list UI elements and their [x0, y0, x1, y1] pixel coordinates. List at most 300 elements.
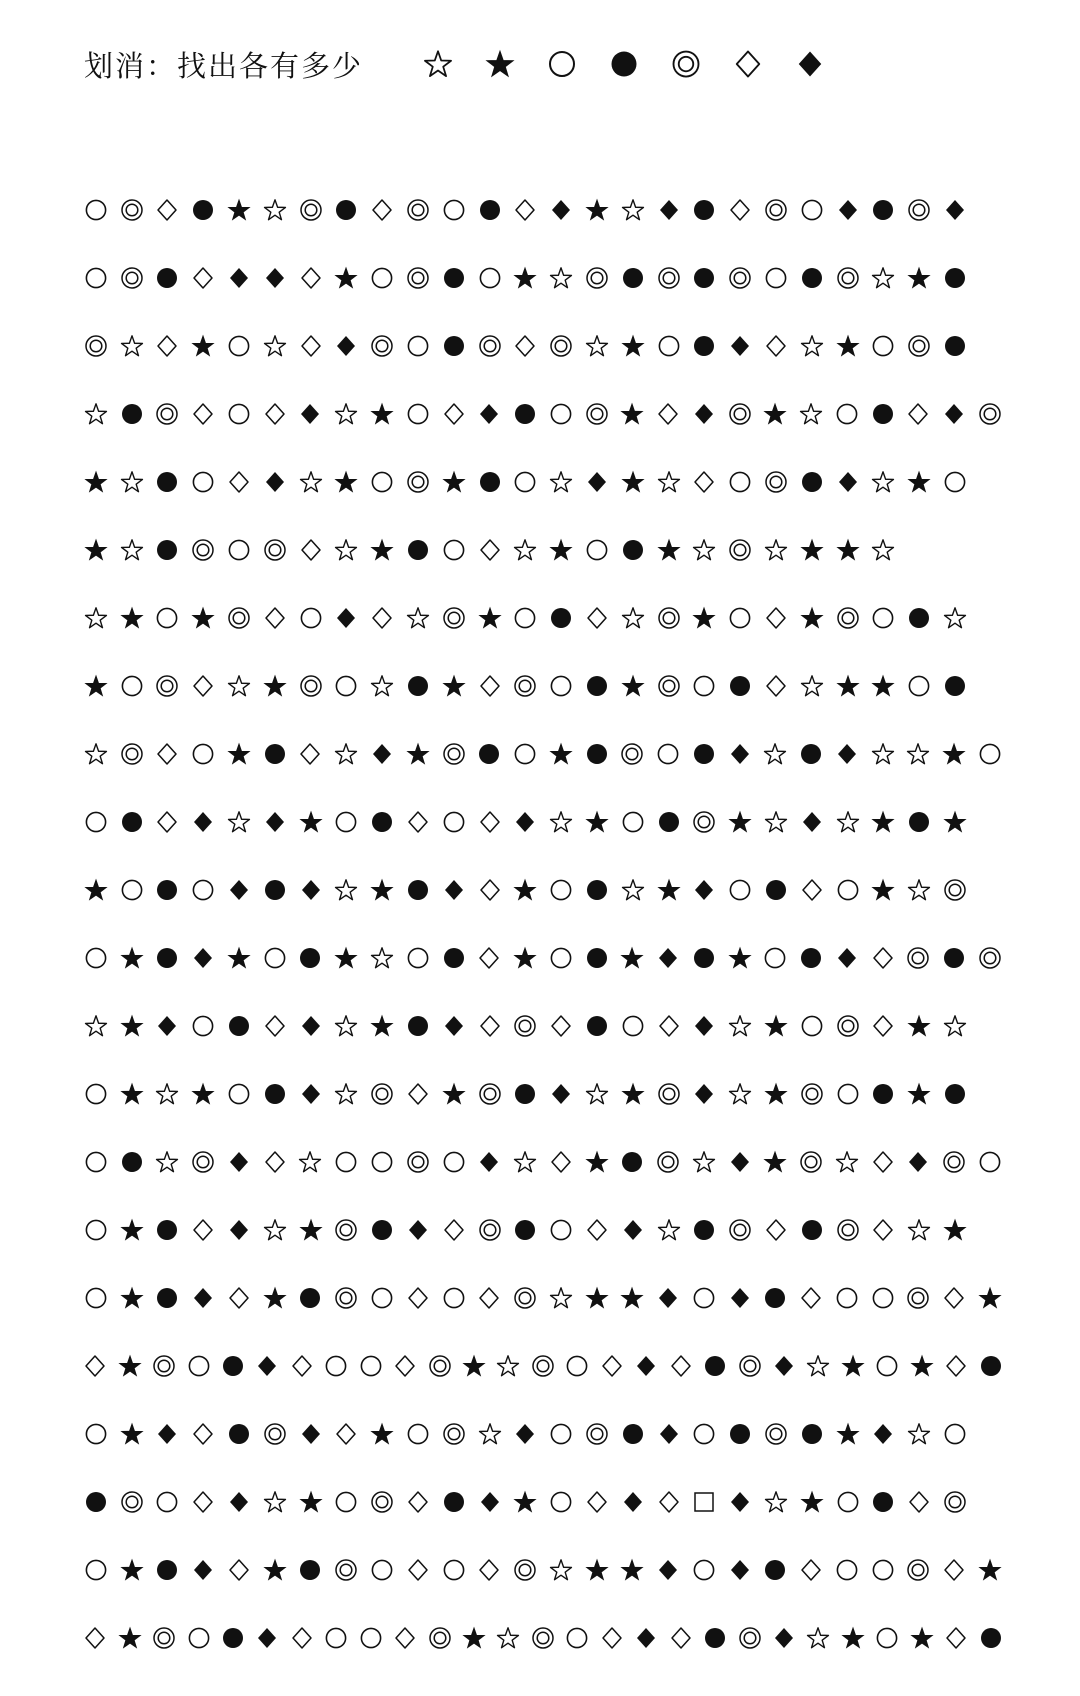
diamond-filled-icon: [650, 1550, 686, 1590]
circle-filled-icon: [937, 666, 973, 706]
circle-outline-icon: [543, 666, 579, 706]
diamond-outline-icon: [472, 530, 508, 570]
circle-filled-icon: [364, 802, 400, 842]
circle-outline-icon: [150, 1482, 186, 1522]
circle-filled-icon: [150, 870, 186, 910]
diamond-filled-icon: [779, 44, 841, 84]
circle-outline-icon: [400, 326, 436, 366]
circle-filled-icon: [364, 1210, 400, 1250]
double-circle-icon: [508, 1006, 544, 1046]
circle-outline-icon: [972, 734, 1008, 774]
circle-outline-icon: [870, 1618, 904, 1658]
circle-outline-icon: [78, 1414, 114, 1454]
diamond-filled-icon: [722, 1482, 758, 1522]
double-circle-icon: [722, 1210, 758, 1250]
circle-outline-icon: [866, 326, 902, 366]
diamond-outline-icon: [595, 1618, 629, 1658]
circle-outline-icon: [829, 394, 865, 434]
star-filled-icon: [364, 1414, 400, 1454]
star-filled-icon: [508, 258, 544, 298]
diamond-outline-icon: [221, 462, 257, 502]
circle-filled-icon: [758, 1278, 794, 1318]
star-filled-icon: [114, 1006, 150, 1046]
circle-filled-icon: [400, 530, 436, 570]
diamond-filled-icon: [830, 190, 866, 230]
star-filled-icon: [221, 938, 257, 978]
circle-outline-icon: [865, 1550, 901, 1590]
star-outline-icon: [293, 462, 329, 502]
diamond-outline-icon: [722, 190, 758, 230]
star-filled-icon: [836, 1618, 870, 1658]
double-circle-icon: [732, 1618, 766, 1658]
diamond-outline-icon: [185, 1414, 221, 1454]
diamond-outline-icon: [150, 802, 186, 842]
header: [84, 36, 841, 92]
symbol-row: [78, 244, 1008, 312]
star-outline-icon: [801, 1346, 835, 1386]
diamond-filled-icon: [687, 1006, 723, 1046]
circle-outline-icon: [560, 1346, 594, 1386]
circle-filled-icon: [615, 1414, 651, 1454]
diamond-filled-icon: [150, 1414, 186, 1454]
star-filled-icon: [364, 394, 400, 434]
double-circle-icon: [722, 530, 758, 570]
circle-filled-icon: [698, 1346, 732, 1386]
circle-filled-icon: [400, 870, 436, 910]
symbol-row: [78, 176, 1008, 244]
diamond-outline-icon: [579, 598, 615, 638]
diamond-outline-icon: [651, 1006, 687, 1046]
double-circle-icon: [422, 1346, 456, 1386]
diamond-outline-icon: [285, 1618, 319, 1658]
circle-outline-icon: [293, 598, 329, 638]
star-outline-icon: [794, 326, 830, 366]
star-filled-icon: [112, 1346, 146, 1386]
circle-filled-icon: [293, 938, 329, 978]
star-outline-icon: [794, 666, 830, 706]
star-filled-icon: [78, 530, 114, 570]
symbol-row: [78, 312, 1008, 380]
circle-filled-icon: [593, 44, 655, 84]
circle-filled-icon: [758, 870, 794, 910]
circle-filled-icon: [687, 326, 723, 366]
circle-filled-icon: [866, 190, 902, 230]
diamond-outline-icon: [185, 258, 221, 298]
circle-filled-icon: [221, 1414, 257, 1454]
circle-outline-icon: [329, 1482, 365, 1522]
symbol-row: [78, 1332, 1008, 1400]
star-outline-icon: [543, 1550, 579, 1590]
diamond-filled-icon: [221, 1142, 257, 1182]
diamond-filled-icon: [257, 258, 293, 298]
diamond-outline-icon: [758, 598, 794, 638]
star-outline-icon: [221, 666, 257, 706]
circle-filled-icon: [937, 1074, 973, 1114]
star-filled-icon: [543, 530, 579, 570]
star-filled-icon: [328, 938, 364, 978]
diamond-filled-icon: [508, 1414, 544, 1454]
circle-outline-icon: [436, 802, 472, 842]
circle-filled-icon: [150, 530, 186, 570]
symbol-row: [78, 1264, 1008, 1332]
star-filled-icon: [400, 734, 436, 774]
circle-outline-icon: [436, 530, 472, 570]
diamond-outline-icon: [257, 1142, 293, 1182]
circle-filled-icon: [221, 1006, 257, 1046]
circle-outline-icon: [319, 1346, 353, 1386]
star-outline-icon: [758, 734, 794, 774]
star-outline-icon: [722, 1074, 758, 1114]
diamond-outline-icon: [865, 1142, 901, 1182]
circle-outline-icon: [364, 1278, 400, 1318]
diamond-outline-icon: [758, 326, 794, 366]
diamond-outline-icon: [78, 1618, 112, 1658]
star-filled-icon: [114, 1414, 150, 1454]
circle-outline-icon: [364, 462, 400, 502]
diamond-outline-icon: [293, 258, 329, 298]
star-filled-icon: [758, 1142, 794, 1182]
diamond-filled-icon: [767, 1618, 801, 1658]
symbol-row: [78, 1060, 1008, 1128]
star-outline-icon: [829, 1142, 865, 1182]
double-circle-icon: [147, 1346, 181, 1386]
star-filled-icon: [905, 1618, 939, 1658]
circle-filled-icon: [329, 190, 365, 230]
star-filled-icon: [972, 1550, 1008, 1590]
circle-filled-icon: [400, 1006, 436, 1046]
circle-outline-icon: [615, 802, 651, 842]
diamond-outline-icon: [400, 1482, 436, 1522]
circle-filled-icon: [436, 938, 472, 978]
double-circle-icon: [901, 1550, 937, 1590]
diamond-filled-icon: [436, 870, 472, 910]
circle-outline-icon: [328, 1142, 364, 1182]
circle-outline-icon: [508, 598, 544, 638]
star-outline-icon: [328, 734, 364, 774]
double-circle-icon: [972, 938, 1008, 978]
circle-filled-icon: [794, 462, 830, 502]
double-circle-icon: [901, 326, 937, 366]
symbol-row: [78, 1128, 1008, 1196]
double-circle-icon: [793, 1142, 829, 1182]
double-circle-icon: [147, 1618, 181, 1658]
double-circle-icon: [114, 190, 150, 230]
star-outline-icon: [651, 462, 687, 502]
star-outline-icon: [615, 190, 651, 230]
double-circle-icon: [364, 326, 400, 366]
diamond-outline-icon: [793, 1278, 829, 1318]
double-circle-icon: [937, 870, 973, 910]
diamond-outline-icon: [651, 1482, 687, 1522]
circle-outline-icon: [794, 190, 830, 230]
diamond-outline-icon: [285, 1346, 319, 1386]
circle-outline-icon: [650, 734, 686, 774]
star-filled-icon: [257, 666, 293, 706]
circle-filled-icon: [114, 394, 150, 434]
double-circle-icon: [328, 1278, 364, 1318]
double-circle-icon: [114, 1482, 150, 1522]
diamond-filled-icon: [629, 1346, 663, 1386]
star-filled-icon: [758, 1074, 794, 1114]
diamond-filled-icon: [250, 1346, 284, 1386]
circle-outline-icon: [150, 598, 186, 638]
star-filled-icon: [614, 1550, 650, 1590]
diamond-filled-icon: [650, 1278, 686, 1318]
circle-outline-icon: [870, 1346, 904, 1386]
circle-outline-icon: [937, 462, 973, 502]
circle-outline-icon: [221, 1074, 257, 1114]
circle-filled-icon: [722, 1414, 758, 1454]
double-circle-icon: [579, 394, 615, 434]
circle-filled-icon: [794, 1210, 830, 1250]
circle-filled-icon: [150, 1278, 186, 1318]
diamond-filled-icon: [687, 1074, 723, 1114]
symbol-legend: [407, 44, 841, 84]
circle-outline-icon: [651, 326, 687, 366]
circle-outline-icon: [687, 1414, 723, 1454]
double-circle-icon: [436, 1414, 472, 1454]
diamond-outline-icon: [793, 1550, 829, 1590]
star-outline-icon: [329, 1006, 365, 1046]
circle-filled-icon: [722, 666, 758, 706]
star-outline-icon: [543, 258, 579, 298]
star-filled-icon: [830, 1414, 866, 1454]
circle-filled-icon: [615, 258, 651, 298]
star-filled-icon: [221, 734, 257, 774]
diamond-outline-icon: [936, 1278, 972, 1318]
circle-outline-icon: [114, 666, 150, 706]
star-filled-icon: [507, 938, 543, 978]
diamond-filled-icon: [722, 1550, 758, 1590]
star-filled-icon: [794, 1482, 830, 1522]
circle-outline-icon: [472, 258, 508, 298]
diamond-outline-icon: [579, 1210, 615, 1250]
double-circle-icon: [78, 326, 114, 366]
double-circle-icon: [329, 1210, 365, 1250]
circle-filled-icon: [150, 1210, 186, 1250]
circle-outline-icon: [937, 1414, 973, 1454]
symbol-row: [78, 380, 1008, 448]
circle-filled-icon: [579, 666, 615, 706]
diamond-filled-icon: [722, 1278, 758, 1318]
circle-filled-icon: [651, 802, 687, 842]
circle-filled-icon: [436, 258, 472, 298]
diamond-outline-icon: [471, 1278, 507, 1318]
diamond-filled-icon: [364, 734, 400, 774]
circle-filled-icon: [687, 1210, 723, 1250]
diamond-outline-icon: [329, 1414, 365, 1454]
diamond-filled-icon: [543, 190, 579, 230]
double-circle-icon: [400, 1142, 436, 1182]
double-circle-icon: [364, 1074, 400, 1114]
circle-outline-icon: [543, 870, 579, 910]
star-outline-icon: [543, 462, 579, 502]
double-circle-icon: [257, 530, 293, 570]
star-filled-icon: [114, 598, 150, 638]
symbol-row: [78, 1604, 1008, 1672]
double-circle-icon: [650, 1142, 686, 1182]
star-outline-icon: [901, 734, 937, 774]
star-filled-icon: [579, 190, 615, 230]
circle-filled-icon: [793, 734, 829, 774]
double-circle-icon: [722, 258, 758, 298]
star-filled-icon: [651, 530, 687, 570]
diamond-outline-icon: [221, 1550, 257, 1590]
star-filled-icon: [114, 1550, 150, 1590]
circle-outline-icon: [329, 666, 365, 706]
circle-outline-icon: [436, 1278, 472, 1318]
star-filled-icon: [905, 1346, 939, 1386]
double-circle-icon: [150, 666, 186, 706]
circle-filled-icon: [579, 870, 615, 910]
circle-filled-icon: [472, 190, 508, 230]
star-outline-icon: [543, 802, 579, 842]
circle-filled-icon: [794, 258, 830, 298]
star-filled-icon: [651, 870, 687, 910]
double-circle-icon: [422, 1618, 456, 1658]
double-circle-icon: [364, 1482, 400, 1522]
star-outline-icon: [937, 598, 973, 638]
diamond-outline-icon: [400, 802, 436, 842]
double-circle-icon: [794, 1074, 830, 1114]
diamond-filled-icon: [508, 802, 544, 842]
diamond-filled-icon: [221, 1482, 257, 1522]
star-filled-icon: [508, 1482, 544, 1522]
diamond-filled-icon: [866, 1414, 902, 1454]
symbol-grid: [78, 176, 1008, 1672]
circle-filled-icon: [686, 734, 722, 774]
circle-filled-icon: [150, 938, 186, 978]
star-filled-icon: [114, 1278, 150, 1318]
circle-outline-icon: [185, 734, 221, 774]
star-filled-icon: [615, 462, 651, 502]
diamond-outline-icon: [400, 1278, 436, 1318]
diamond-outline-icon: [257, 394, 293, 434]
circle-outline-icon: [221, 326, 257, 366]
star-outline-icon: [329, 1074, 365, 1114]
star-filled-icon: [937, 1210, 973, 1250]
symbol-row: [78, 1468, 1008, 1536]
diamond-outline-icon: [185, 666, 221, 706]
diamond-filled-icon: [651, 1414, 687, 1454]
star-outline-icon: [257, 190, 293, 230]
circle-outline-icon: [78, 1278, 114, 1318]
circle-filled-icon: [472, 462, 508, 502]
double-circle-icon: [114, 734, 150, 774]
circle-outline-icon: [364, 1142, 400, 1182]
star-outline-icon: [865, 734, 901, 774]
double-circle-icon: [901, 190, 937, 230]
diamond-filled-icon: [579, 462, 615, 502]
star-outline-icon: [293, 1142, 329, 1182]
diamond-outline-icon: [543, 1142, 579, 1182]
star-filled-icon: [830, 530, 866, 570]
circle-filled-icon: [687, 190, 723, 230]
diamond-outline-icon: [150, 190, 186, 230]
diamond-outline-icon: [221, 1278, 257, 1318]
star-outline-icon: [901, 1210, 937, 1250]
double-circle-icon: [651, 1074, 687, 1114]
circle-filled-icon: [901, 598, 937, 638]
star-filled-icon: [901, 1074, 937, 1114]
star-filled-icon: [614, 938, 650, 978]
diamond-outline-icon: [758, 666, 794, 706]
double-circle-icon: [543, 326, 579, 366]
star-filled-icon: [901, 1006, 937, 1046]
diamond-outline-icon: [758, 1210, 794, 1250]
diamond-filled-icon: [651, 190, 687, 230]
double-circle-icon: [472, 1210, 508, 1250]
star-outline-icon: [150, 1142, 186, 1182]
circle-outline-icon: [400, 1414, 436, 1454]
double-circle-icon: [579, 258, 615, 298]
double-circle-icon: [614, 734, 650, 774]
circle-outline-icon: [794, 1006, 830, 1046]
double-circle-icon: [526, 1618, 560, 1658]
diamond-outline-icon: [257, 1006, 293, 1046]
star-outline-icon: [615, 598, 651, 638]
circle-outline-icon: [221, 394, 257, 434]
diamond-outline-icon: [650, 394, 686, 434]
diamond-outline-icon: [472, 1006, 508, 1046]
circle-outline-icon: [78, 1142, 114, 1182]
star-outline-icon: [801, 1618, 835, 1658]
diamond-filled-icon: [293, 870, 329, 910]
double-circle-icon: [830, 258, 866, 298]
star-filled-icon: [722, 802, 758, 842]
diamond-filled-icon: [257, 802, 293, 842]
diamond-filled-icon: [767, 1346, 801, 1386]
diamond-outline-icon: [865, 938, 901, 978]
star-outline-icon: [508, 530, 544, 570]
symbol-row: [78, 516, 1008, 584]
diamond-filled-icon: [221, 1210, 257, 1250]
diamond-filled-icon: [722, 326, 758, 366]
circle-outline-icon: [865, 1278, 901, 1318]
diamond-filled-icon: [293, 1414, 329, 1454]
star-filled-icon: [364, 530, 400, 570]
star-outline-icon: [114, 530, 150, 570]
double-circle-icon: [830, 598, 866, 638]
diamond-filled-icon: [829, 938, 865, 978]
star-outline-icon: [866, 462, 902, 502]
diamond-filled-icon: [221, 258, 257, 298]
circle-outline-icon: [400, 394, 436, 434]
star-filled-icon: [78, 870, 114, 910]
diamond-filled-icon: [615, 1210, 651, 1250]
circle-filled-icon: [293, 1278, 329, 1318]
circle-filled-icon: [901, 802, 937, 842]
diamond-filled-icon: [436, 1006, 472, 1046]
star-filled-icon: [457, 1346, 491, 1386]
star-outline-icon: [866, 258, 902, 298]
diamond-filled-icon: [794, 802, 830, 842]
star-filled-icon: [472, 598, 508, 638]
circle-outline-icon: [185, 1006, 221, 1046]
circle-filled-icon: [614, 1142, 650, 1182]
star-outline-icon: [257, 1210, 293, 1250]
star-outline-icon: [686, 1142, 722, 1182]
diamond-outline-icon: [508, 190, 544, 230]
circle-outline-icon: [181, 1618, 215, 1658]
star-outline-icon: [722, 1006, 758, 1046]
star-outline-icon: [221, 802, 257, 842]
star-filled-icon: [436, 666, 472, 706]
star-filled-icon: [436, 1074, 472, 1114]
star-outline-icon: [507, 1142, 543, 1182]
star-filled-icon: [114, 1074, 150, 1114]
star-outline-icon: [78, 734, 114, 774]
